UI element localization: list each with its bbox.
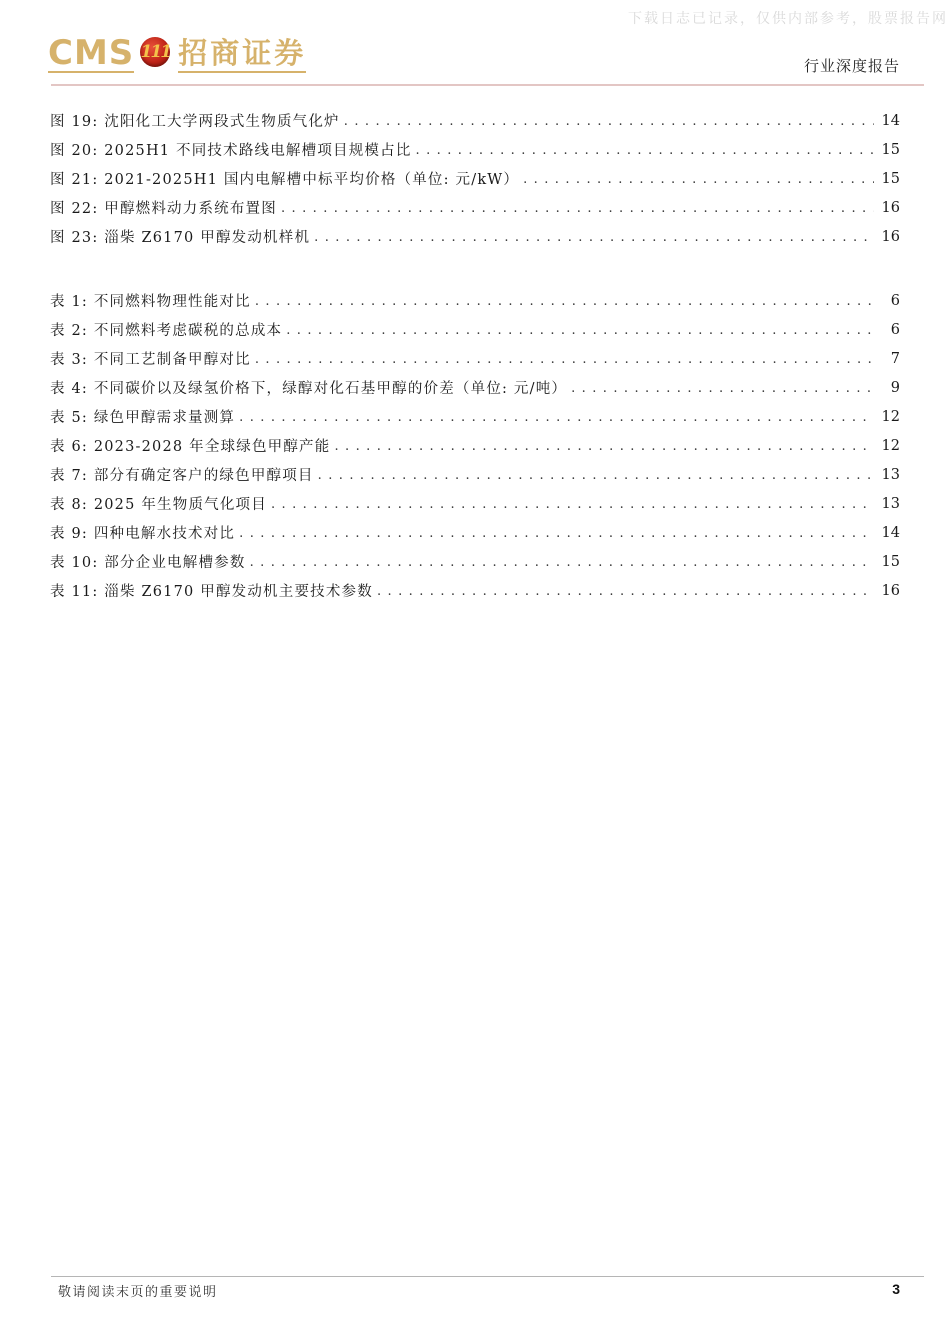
toc-page-number: 13 — [881, 466, 900, 483]
toc-page-number: 16 — [881, 199, 900, 216]
toc-page-number: 14 — [881, 524, 900, 541]
toc-page-number: 15 — [881, 141, 900, 158]
leader-dots — [250, 555, 874, 570]
toc-entry-table-9[interactable] — [50, 518, 900, 547]
toc-entry-title: 表 4: 不同碳价以及绿氢价格下，绿醇对化石基甲醇的价差（单位: 元/吨） — [50, 381, 568, 397]
toc-entry-table-8[interactable] — [50, 489, 900, 518]
toc-entry-title: 表 3: 不同工艺制备甲醇对比 — [50, 352, 251, 368]
toc-entry-title: 表 10: 部分企业电解槽参数 — [50, 555, 246, 571]
toc-page-number: 9 — [890, 379, 900, 396]
footer-divider — [51, 1276, 924, 1277]
toc-entry-figure-23[interactable] — [50, 222, 900, 251]
leader-dots — [255, 294, 874, 309]
toc-entry-figure-19[interactable] — [50, 106, 900, 135]
toc-page-number: 7 — [890, 350, 900, 367]
report-type: 行业深度报告 — [803, 57, 900, 75]
leader-dots — [377, 584, 874, 599]
toc-entry-title: 图 23: 淄柴 Z6170 甲醇发动机样机 — [50, 230, 311, 246]
logo-latin-text: CMS — [48, 32, 135, 73]
toc-page-number: 14 — [881, 112, 900, 129]
leader-dots — [318, 468, 874, 483]
toc-entry-figure-22[interactable] — [50, 193, 900, 222]
leader-dots — [239, 526, 873, 541]
toc-page-number: 16 — [881, 228, 900, 245]
leader-dots — [571, 381, 874, 396]
toc-entry-title: 表 1: 不同燃料物理性能对比 — [50, 294, 251, 310]
page-number: 3 — [892, 1281, 900, 1297]
toc-entry-table-4[interactable] — [50, 373, 900, 402]
leader-dots — [281, 201, 874, 216]
leader-dots — [416, 143, 874, 158]
toc-entry-title: 图 20: 2025H1 不同技术路线电解槽项目规模占比 — [50, 143, 412, 159]
toc-page-number: 6 — [890, 321, 900, 338]
toc-entry-table-3[interactable] — [50, 344, 900, 373]
leader-dots — [344, 114, 874, 129]
leader-dots — [314, 230, 873, 245]
toc-page-number: 15 — [881, 170, 900, 187]
leader-dots — [523, 172, 873, 187]
leader-dots — [239, 410, 873, 425]
leader-dots — [255, 352, 874, 367]
header-divider — [51, 84, 924, 86]
toc-page-number: 15 — [881, 553, 900, 570]
toc-entry-title: 表 8: 2025 年生物质气化项目 — [50, 497, 267, 513]
toc-entry-title: 表 7: 部分有确定客户的绿色甲醇项目 — [50, 468, 314, 484]
toc-entry-title: 表 6: 2023-2028 年全球绿色甲醇产能 — [50, 439, 331, 455]
toc-entry-title: 图 22: 甲醇燃料动力系统布置图 — [50, 201, 277, 217]
leader-dots — [286, 323, 874, 338]
logo-badge-icon: 111 — [140, 37, 170, 67]
figure-list — [50, 106, 900, 251]
table-list — [50, 286, 900, 605]
logo-chinese-text: 招商证券 — [178, 36, 306, 73]
toc-entry-title: 表 2: 不同燃料考虑碳税的总成本 — [50, 323, 283, 339]
toc-entry-table-1[interactable] — [50, 286, 900, 315]
toc-entry-table-2[interactable] — [50, 315, 900, 344]
toc-entry-title: 图 21: 2021-2025H1 国内电解槽中标平均价格（单位: 元/kW） — [50, 172, 520, 188]
toc-entry-table-7[interactable] — [50, 460, 900, 489]
toc-entry-title: 表 9: 四种电解水技术对比 — [50, 526, 236, 542]
toc-entry-title: 表 11: 淄柴 Z6170 甲醇发动机主要技术参数 — [50, 584, 373, 600]
toc-entry-figure-21[interactable] — [50, 164, 900, 193]
toc-page-number: 12 — [881, 408, 900, 425]
toc-entry-title: 图 19: 沈阳化工大学两段式生物质气化炉 — [50, 114, 340, 130]
toc-page-number: 13 — [881, 495, 900, 512]
toc-page-number: 16 — [881, 582, 900, 599]
toc-page-number: 6 — [890, 292, 900, 309]
cms-logo — [48, 34, 306, 74]
toc-entry-table-5[interactable] — [50, 402, 900, 431]
footer-disclaimer: 敬请阅读末页的重要说明 — [58, 1285, 218, 1300]
toc-entry-table-10[interactable] — [50, 547, 900, 576]
toc-entry-figure-20[interactable] — [50, 135, 900, 164]
toc-entry-title: 表 5: 绿色甲醇需求量测算 — [50, 410, 236, 426]
toc-entry-table-6[interactable] — [50, 431, 900, 460]
toc-entry-table-11[interactable] — [50, 576, 900, 605]
toc-page-number: 12 — [881, 437, 900, 454]
watermark: 下载日志已记录，仅供内部参考，股票报告网 — [628, 11, 948, 27]
leader-dots — [334, 439, 873, 454]
leader-dots — [271, 497, 874, 512]
